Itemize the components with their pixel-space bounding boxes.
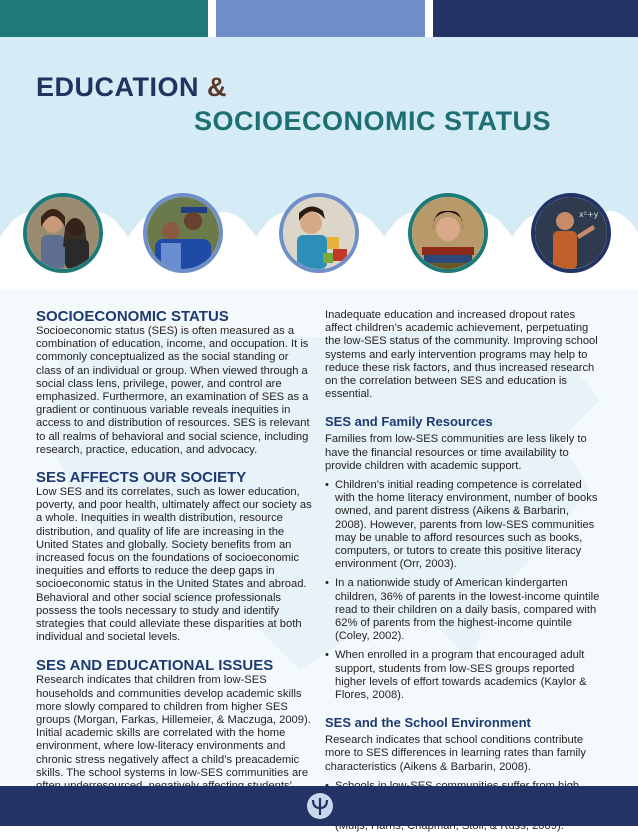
psi-logo-icon [307, 793, 333, 819]
title-education: EDUCATION [36, 72, 199, 102]
affects-body: Low SES and its correlates, such as lower education, poverty, and poor health, ultimately affect our society as a whole. Inequities in wealth distribution, resource distribution, and quality of life are increasing in the United States and globally. Society benefits from an increased focus on the foundations of socioeconomic inequities and efforts to reduce the deep gaps in socioeconomic status in the United States and abroad. Behavioral and other social science professionals possess the tools necessary to study and identify strategies that could alleviate these disparities at both individual and societal levels. [36, 486, 312, 644]
title-ampersand: & [207, 72, 228, 102]
family-heading: SES and Family Resources [325, 414, 493, 430]
ses-body: Socioeconomic status (SES) is often measured as a combination of education, income, and occupation. It is commonly conceptualized as the social standing or class of an individual or group. When viewed through a social class lens, privilege, power, and control are emphasized. Furthermore, an examination of SES as a gradient or continuous variable reveals inequities in access to and distribution of resources. SES is relevant to all realms of behavioral and social science, including research, practice, education, and advocacy. [36, 325, 310, 456]
child-blocks-photo [279, 193, 359, 273]
left-column [36, 309, 312, 807]
school-heading: SES and the School Environment [325, 715, 531, 731]
two-girls-photo [23, 193, 103, 273]
continuation-body: Inadequate education and increased dropout rates affect children’s academic achievement, perpetuating the low-SES status of the community. Improving school systems and early intervention programs may help to reduce these risk factors, and thus increased research on the correlation between SES and education is essential. [325, 309, 598, 401]
educational-body: Research indicates that children from low-SES households and communities develop academic skills more slowly compared to children from higher SES groups (Morgan, Farkas, Hillemeier, & Maczuga, 2009). Initial academic skills are correlated with the home environment, where low-literacy environments and chronic stress negatively affect a child’s preacademic skills. The school systems in low-SES communities are [36, 674, 311, 779]
right-column [325, 309, 602, 833]
page-title-line1 [36, 72, 227, 103]
graduate-hug-photo [143, 193, 223, 273]
svg-text:x²+y: x²+y [579, 210, 599, 219]
family-bullets [325, 479, 602, 702]
top-bar-blue [216, 0, 425, 37]
ses-heading: SOCIOECONOMIC STATUS [36, 308, 229, 325]
affects-heading: SES AFFECTS OUR SOCIETY [36, 469, 247, 487]
top-bar-navy [433, 0, 638, 37]
family-body: Families from low-SES communities are less likely to have the financial resources or time availability to provide children with academic support. [325, 433, 587, 472]
educational-heading: SES AND EDUCATIONAL ISSUES [36, 657, 274, 675]
page-title-line2: SOCIOECONOMIC STATUS [194, 106, 552, 136]
top-bar-teal [0, 0, 208, 37]
family-bullet: • In a nationwide study of American kindergarten children, 36% of parents in the lowest-income quintile read to their children on a daily basis, compared with 62% of parents from the highest-income quintile (Coley, 2002). [335, 577, 602, 643]
family-bullet: • When enrolled in a program that encouraged adult support, students from low-SES groups reported higher levels of effort towards academics (Kaylor & Flores, 2008). [335, 649, 602, 702]
family-bullet: • Children’s initial reading competence is correlated with the home literacy environment, number of books owned, and parent distress (Aikens & Barbarin, 2008). However, parents from low-SES communities may be unable to afford resources such as books, computers, or tutors to create this positive literacy environment (Orr, 2003). [335, 479, 602, 571]
student-books-photo [408, 193, 488, 273]
teacher-chalkboard-photo [531, 193, 611, 273]
school-body: Research indicates that school conditions contribute more to SES differences in learning rates than family characteristics (Aikens & Barbarin, 2008). [325, 734, 586, 773]
